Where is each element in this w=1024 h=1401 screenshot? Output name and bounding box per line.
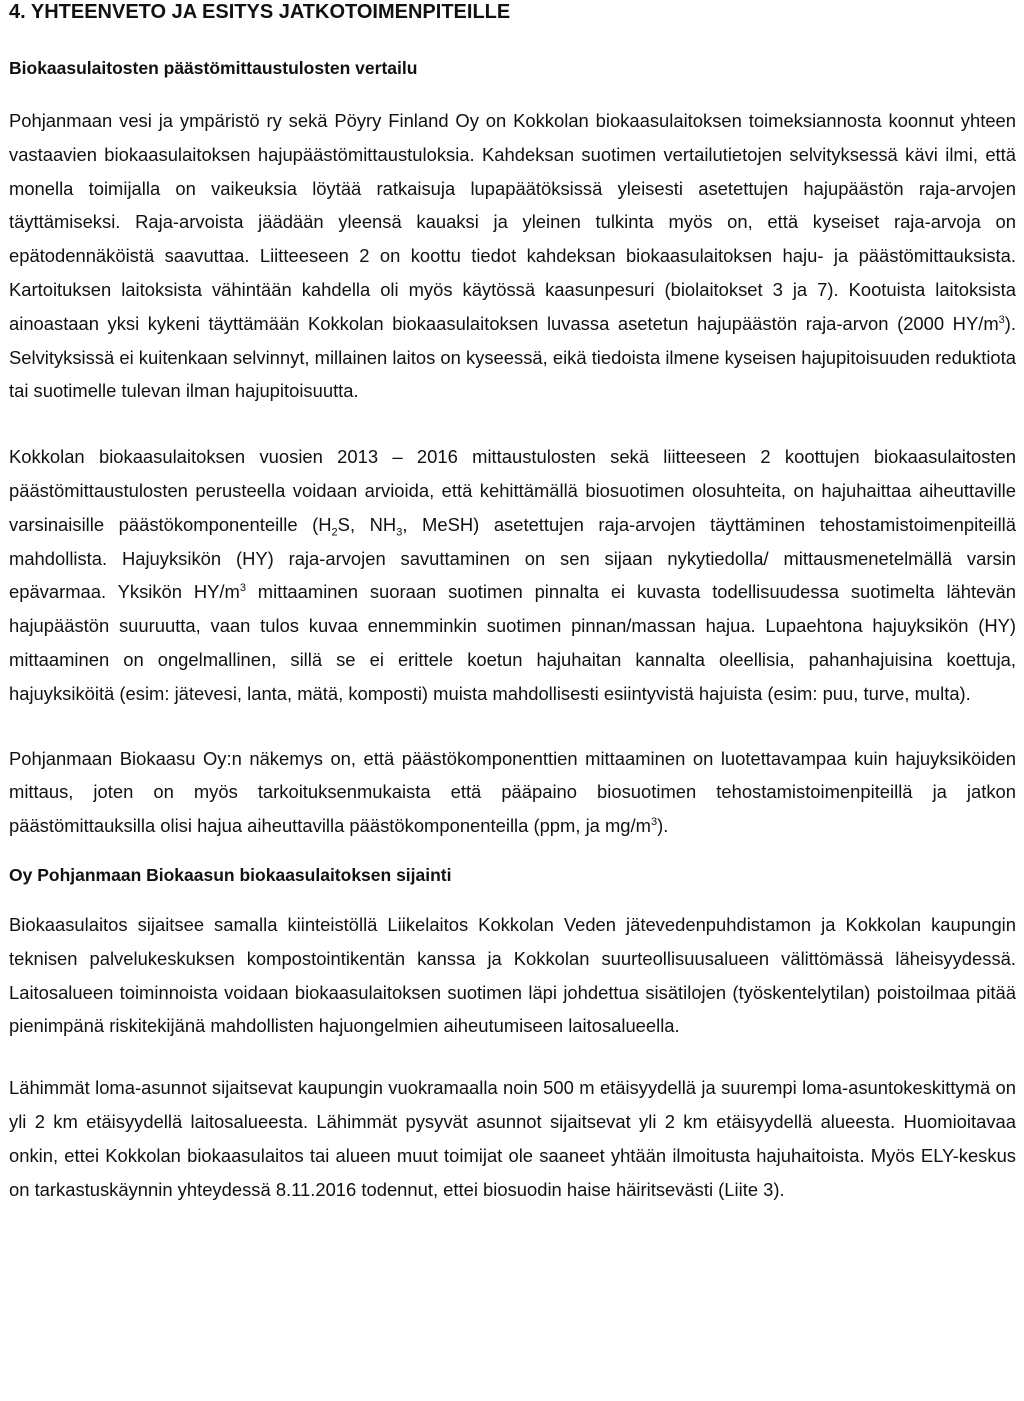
subscript-3: 3 [396,526,403,539]
comparison-paragraph-1 [9,104,1016,408]
superscript-3: 3 [650,816,658,829]
location-paragraph-2: Lähimmät loma-asunnot sijaitsevat kaupungin vuokramaalla noin 500 m etäisyydellä ja suurempi loma-asuntokeskittymä on yli 2 km etäisyydellä laitosalueesta. Lähimmät pysyvät asunnot sijaitsevat yli 2 km etäisyydellä alueesta. Huomioitavaa onkin, ettei Kokkolan biokaasulaitos tai alueen muut toimijat ole saaneet yhtään ilmoitusta hajuhaitoista. Myös ELY-keskus on tarkastuskäynnin yhteydessä 8.11.2016 todennut, ettei biosuodin haise häiritsevästi (Liite 3). [9,1077,1016,1200]
section-title: 4. YHTEENVETO JA ESITYS JATKOTOIMENPITEILLE [9,1,511,23]
comparison-paragraph-3-text-a: Pohjanmaan Biokaasu Oy:n näkemys on, että päästökomponenttien mittaaminen on luotettavampaa kuin hajuyksiköiden mittaus, joten on myös tarkoituksenmukaista että pääpaino biosuotimen tehostamistoimenpiteillä ja jatkon päästömittauksilla olisi hajua aiheuttavilla päästökomponenteilla (ppm, ja mg/m [9,747,1016,837]
comparison-paragraph-3 [9,742,1016,843]
subscript-2: 2 [331,526,338,539]
location-paragraph-1: Biokaasulaitos sijaitsee samalla kiinteistöllä Liikelaitos Kokkolan Veden jätevedenpuhdistamon ja Kokkolan kaupungin teknisen palvelukeskuksen kompostointikentän kanssa ja Kokkolan suurteollisuusalueen välittömässä läheisyydessä. Laitosalueen toiminnoista voidaan biokaasulaitoksen suotimen läpi johdettua sisätilojen (työskentelytilan) poistoilmaa pitää pienimpänä riskitekijänä mahdollisten hajuongelmien aiheutumiseen laitosalueella. [9,913,1016,1037]
comparison-paragraph-1-text-a: Pohjanmaan vesi ja ympäristö ry sekä Pöyry Finland Oy on Kokkolan biokaasulaitoksen toimeksiannosta koonnut yhteen vastaavien biokaasulaitoksen hajupäästömittaustuloksia. Kahdeksan suotimen vertailutietojen selvityksessä kävi ilmi, että monella toimijalla on vaikeuksia löytää ratkaisuja lupapäätöksissä yleisesti asetettujen hajupäästön raja-arvojen täyttämiseksi. Raja-arvoista jäädään yleensä kauaksi ja yleinen tulkinta myös on, että kyseiset raja-arvoja on epätodennäköistä saavuttaa. Liitteeseen 2 on koottu tiedot kahdeksan biokaasulaitoksen haju- ja päästömittauksista. Kartoituksen laitoksista vähintään kahdella oli myös käytössä kaasunpesuri (biolaitokset 3 ja 7). Kootuista laitoksista ainoastaan yksi kykeni täyttämään Kokkolan biokaasulaitoksen luvassa asetetun hajupäästön raja-arvon (2000 HY/m [9,110,1016,334]
comparison-paragraph-3-text-b: ). [657,815,669,837]
comparison-paragraph-2-text-a: Kokkolan biokaasulaitoksen vuosien 2013 – 2016 mittaustulosten sekä liitteeseen 2 koottujen biokaasulaitosten päästömittaustulosten perusteella voidaan arvioida, että kehittämällä biosuotimen olosuhteita, on hajuhaittaa aiheuttaville varsinaisille päästökomponenteille (H [9,446,1016,535]
comparison-paragraph-2-text-b: S, NH [337,513,397,535]
comparison-paragraph-2-text-c: , MeSH) asetettujen raja-arvojen täyttäminen tehostamistoimenpiteillä mahdollista. Hajuyksikön (HY) raja-arvojen savuttaminen on sen sijaan nykytiedolla/ mittausmenetelmällä varsin epävarmaa. Yksikön HY/m [9,513,1016,603]
superscript-3: 3 [239,582,246,595]
comparison-paragraph-1-text-b: ). Selvityksissä ei kuitenkaan selvinnyt, millainen laitos on kyseessä, eikä tiedoista ilmene kyseisen hajupitoisuuden reduktiota tai suotimelle tulevan ilman hajupitoisuutta. [9,312,1016,402]
superscript-3: 3 [998,313,1005,326]
location-heading: Oy Pohjanmaan Biokaasun biokaasulaitoksen sijainti [9,864,452,885]
comparison-paragraph-2 [9,440,1016,710]
comparison-heading: Biokaasulaitosten päästömittaustulosten vertailu [9,58,418,78]
comparison-paragraph-2-text-d: mittaaminen suoraan suotimen pinnalta ei kuvasta todellisuudessa suotimelta lähtevän hajupäästön suuruutta, vaan tulos kuvaa ennemminkin suotimen pinnan/massan hajua. Lupaehtona hajuyksikön (HY) mittaaminen on ongelmallinen, sillä se ei erittele koetun hajuhaitan kannalta oleellisia, pahanhajuisina koettuja, hajuyksiköitä (esim: jätevesi, lanta, mätä, komposti) muista mahdollisesti esiintyvistä hajuista (esim: puu, turve, multa). [9,581,1017,704]
